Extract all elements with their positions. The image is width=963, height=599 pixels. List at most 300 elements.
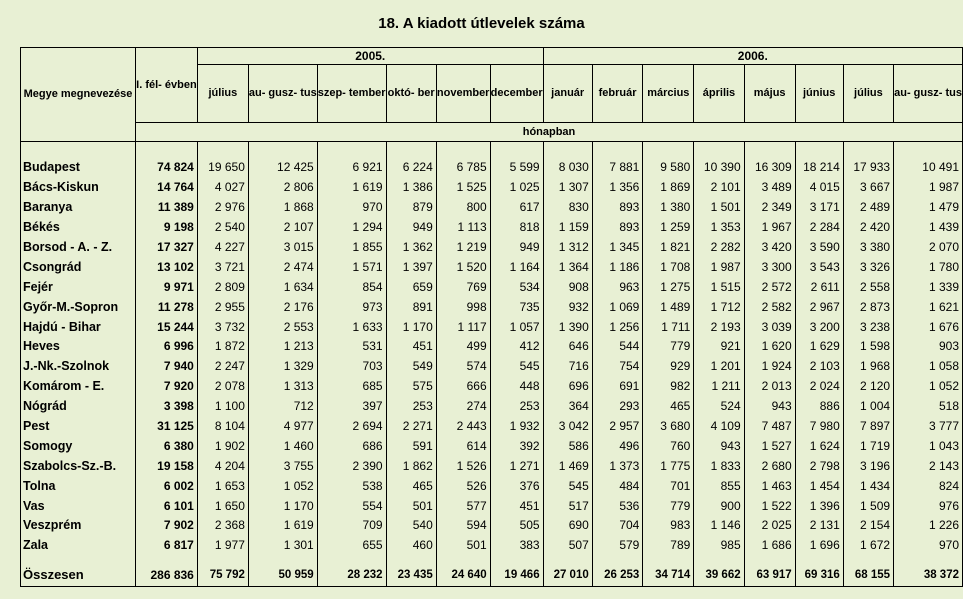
monthly-value: 769 (436, 277, 490, 297)
monthly-value: 943 (694, 436, 744, 456)
monthly-value: 1 520 (436, 257, 490, 277)
monthly-value: 1 201 (694, 357, 744, 377)
monthly-value: 1 100 (197, 397, 248, 417)
half-year-header: I. fél- évben (136, 48, 198, 123)
monthly-value: 824 (894, 476, 963, 496)
monthly-value: 690 (543, 516, 592, 536)
monthly-value: 6 224 (386, 158, 436, 178)
monthly-value: 1 164 (490, 257, 543, 277)
monthly-value: 3 721 (197, 257, 248, 277)
monthly-value: 970 (317, 198, 386, 218)
table-row (21, 198, 963, 218)
half-year-value: 11 278 (136, 297, 198, 317)
monthly-value: 1 977 (197, 536, 248, 556)
half-year-value: 9 971 (136, 277, 198, 297)
monthly-value: 2 107 (248, 218, 317, 238)
monthly-value: 1 004 (843, 397, 893, 417)
monthly-value: 963 (592, 277, 643, 297)
monthly-value: 1 058 (894, 357, 963, 377)
monthly-value: 666 (436, 377, 490, 397)
monthly-value: 2 806 (248, 178, 317, 198)
monthly-value: 2 120 (843, 377, 893, 397)
monthly-value: 3 667 (843, 178, 893, 198)
monthly-value: 2 025 (744, 516, 795, 536)
monthly-value: 545 (490, 357, 543, 377)
monthly-value: 1 469 (543, 456, 592, 476)
monthly-value: 2 154 (843, 516, 893, 536)
monthly-value: 1 219 (436, 238, 490, 258)
monthly-value: 1 386 (386, 178, 436, 198)
monthly-value: 1 057 (490, 317, 543, 337)
monthly-value: 524 (694, 397, 744, 417)
month-header-2006: március (643, 65, 694, 123)
monthly-value: 253 (490, 397, 543, 417)
monthly-value: 1 650 (197, 496, 248, 516)
monthly-value: 1 364 (543, 257, 592, 277)
monthly-value: 517 (543, 496, 592, 516)
monthly-value: 19 466 (490, 565, 543, 587)
monthly-value: 8 104 (197, 417, 248, 437)
monthly-value: 1 629 (795, 337, 843, 357)
monthly-value: 536 (592, 496, 643, 516)
monthly-value: 28 232 (317, 565, 386, 587)
half-year-value: 17 327 (136, 238, 198, 258)
table-row (21, 496, 963, 516)
monthly-value: 1 353 (694, 218, 744, 238)
monthly-value: 855 (694, 476, 744, 496)
monthly-value: 507 (543, 536, 592, 556)
monthly-value: 903 (894, 337, 963, 357)
monthly-value: 2 070 (894, 238, 963, 258)
monthly-value: 1 672 (843, 536, 893, 556)
monthly-value: 879 (386, 198, 436, 218)
county-name: Bács-Kiskun (21, 178, 136, 198)
monthly-value: 575 (386, 377, 436, 397)
monthly-value: 2 611 (795, 277, 843, 297)
monthly-value: 1 902 (197, 436, 248, 456)
monthly-value: 1 439 (894, 218, 963, 238)
monthly-value: 1 313 (248, 377, 317, 397)
monthly-value: 68 155 (843, 565, 893, 587)
half-year-value: 6 817 (136, 536, 198, 556)
monthly-value: 3 200 (795, 317, 843, 337)
monthly-value: 1 275 (643, 277, 694, 297)
monthly-value: 9 580 (643, 158, 694, 178)
monthly-value: 985 (694, 536, 744, 556)
monthly-value: 383 (490, 536, 543, 556)
month-header-2005: november (436, 65, 490, 123)
monthly-value: 364 (543, 397, 592, 417)
monthly-value: 929 (643, 357, 694, 377)
monthly-value: 549 (386, 357, 436, 377)
monthly-value: 1 226 (894, 516, 963, 536)
monthly-value: 703 (317, 357, 386, 377)
monthly-value: 704 (592, 516, 643, 536)
monthly-value: 376 (490, 476, 543, 496)
monthly-value: 1 868 (248, 198, 317, 218)
county-name: Heves (21, 337, 136, 357)
monthly-value: 16 309 (744, 158, 795, 178)
monthly-value: 3 300 (744, 257, 795, 277)
monthly-value: 2 955 (197, 297, 248, 317)
monthly-value: 2 420 (843, 218, 893, 238)
monthly-value: 4 109 (694, 417, 744, 437)
monthly-value: 1 712 (694, 297, 744, 317)
monthly-value: 3 380 (843, 238, 893, 258)
monthly-value: 685 (317, 377, 386, 397)
county-name: Somogy (21, 436, 136, 456)
monthly-value: 3 042 (543, 417, 592, 437)
monthly-value: 854 (317, 277, 386, 297)
table-row (21, 158, 963, 178)
month-header-2006: február (592, 65, 643, 123)
monthly-value: 900 (694, 496, 744, 516)
monthly-value: 2 957 (592, 417, 643, 437)
monthly-value: 586 (543, 436, 592, 456)
monthly-value: 3 590 (795, 238, 843, 258)
monthly-value: 1 259 (643, 218, 694, 238)
monthly-value: 484 (592, 476, 643, 496)
monthly-value: 24 640 (436, 565, 490, 587)
monthly-value: 932 (543, 297, 592, 317)
monthly-value: 2 101 (694, 178, 744, 198)
county-name: Budapest (21, 158, 136, 178)
monthly-value: 4 027 (197, 178, 248, 198)
monthly-value: 412 (490, 337, 543, 357)
monthly-value: 1 256 (592, 317, 643, 337)
monthly-value: 69 316 (795, 565, 843, 587)
monthly-value: 4 977 (248, 417, 317, 437)
county-name: Zala (21, 536, 136, 556)
monthly-value: 982 (643, 377, 694, 397)
monthly-value: 1 170 (248, 496, 317, 516)
monthly-value: 891 (386, 297, 436, 317)
month-header-2005: december (490, 65, 543, 123)
county-header: Megye megnevezése (21, 48, 136, 142)
monthly-value: 2 474 (248, 257, 317, 277)
monthly-value: 1 509 (843, 496, 893, 516)
month-header-2005: július (197, 65, 248, 123)
monthly-value: 1 362 (386, 238, 436, 258)
monthly-value: 2 143 (894, 456, 963, 476)
monthly-value: 1 396 (795, 496, 843, 516)
monthly-value: 12 425 (248, 158, 317, 178)
half-year-value: 11 389 (136, 198, 198, 218)
monthly-value: 1 719 (843, 436, 893, 456)
monthly-value: 2 976 (197, 198, 248, 218)
half-year-value: 14 764 (136, 178, 198, 198)
monthly-value: 1 397 (386, 257, 436, 277)
monthly-value: 1 780 (894, 257, 963, 277)
monthly-value: 1 526 (436, 456, 490, 476)
monthly-value: 392 (490, 436, 543, 456)
county-name: Fejér (21, 277, 136, 297)
half-year-value: 6 380 (136, 436, 198, 456)
monthly-value: 2 368 (197, 516, 248, 536)
monthly-value: 1 633 (317, 317, 386, 337)
monthly-value: 3 238 (843, 317, 893, 337)
monthly-value: 2 271 (386, 417, 436, 437)
table-row (21, 277, 963, 297)
monthly-value: 460 (386, 536, 436, 556)
monthly-value: 2 540 (197, 218, 248, 238)
monthly-value: 499 (436, 337, 490, 357)
month-header-2005: szep- tember (317, 65, 386, 123)
table-row (21, 238, 963, 258)
table-row (21, 397, 963, 417)
monthly-value: 1 052 (894, 377, 963, 397)
month-header-2005: októ- ber (386, 65, 436, 123)
half-year-value: 15 244 (136, 317, 198, 337)
monthly-value: 501 (436, 536, 490, 556)
monthly-value: 574 (436, 357, 490, 377)
monthly-value: 1 146 (694, 516, 744, 536)
monthly-value: 1 872 (197, 337, 248, 357)
monthly-value: 998 (436, 297, 490, 317)
monthly-value: 448 (490, 377, 543, 397)
table-title: 18. A kiadott útlevelek száma (378, 15, 585, 32)
monthly-value: 3 489 (744, 178, 795, 198)
monthly-value: 1 821 (643, 238, 694, 258)
monthly-value: 701 (643, 476, 694, 496)
monthly-value: 3 777 (894, 417, 963, 437)
monthly-value: 1 069 (592, 297, 643, 317)
monthly-value: 253 (386, 397, 436, 417)
monthly-value: 976 (894, 496, 963, 516)
monthly-value: 544 (592, 337, 643, 357)
monthly-value: 1 301 (248, 536, 317, 556)
monthly-value: 1 708 (643, 257, 694, 277)
monthly-value: 3 326 (843, 257, 893, 277)
monthly-value: 7 487 (744, 417, 795, 437)
month-header-2006: július (843, 65, 893, 123)
monthly-value: 1 833 (694, 456, 744, 476)
monthly-value: 4 227 (197, 238, 248, 258)
unit-header: hónapban (136, 123, 963, 142)
monthly-value: 538 (317, 476, 386, 496)
monthly-value: 1 463 (744, 476, 795, 496)
month-header-2006: május (744, 65, 795, 123)
monthly-value: 1 329 (248, 357, 317, 377)
county-name: Komárom - E. (21, 377, 136, 397)
county-name: Összesen (21, 565, 136, 587)
monthly-value: 983 (643, 516, 694, 536)
county-name: Csongrád (21, 257, 136, 277)
monthly-value: 1 186 (592, 257, 643, 277)
table-row (21, 516, 963, 536)
monthly-value: 63 917 (744, 565, 795, 587)
monthly-value: 1 345 (592, 238, 643, 258)
monthly-value: 3 755 (248, 456, 317, 476)
monthly-value: 3 015 (248, 238, 317, 258)
monthly-value: 970 (894, 536, 963, 556)
monthly-value: 655 (317, 536, 386, 556)
monthly-value: 465 (386, 476, 436, 496)
monthly-value: 594 (436, 516, 490, 536)
monthly-value: 2 694 (317, 417, 386, 437)
monthly-value: 2 873 (843, 297, 893, 317)
monthly-value: 2 967 (795, 297, 843, 317)
monthly-value: 1 159 (543, 218, 592, 238)
monthly-value: 1 987 (894, 178, 963, 198)
table-row (21, 317, 963, 337)
monthly-value: 75 792 (197, 565, 248, 587)
monthly-value: 1 862 (386, 456, 436, 476)
monthly-value: 1 775 (643, 456, 694, 476)
month-header-2006: június (795, 65, 843, 123)
monthly-value: 23 435 (386, 565, 436, 587)
monthly-value: 1 380 (643, 198, 694, 218)
monthly-value: 1 621 (894, 297, 963, 317)
monthly-value: 38 372 (894, 565, 963, 587)
half-year-value: 7 920 (136, 377, 198, 397)
monthly-value: 579 (592, 536, 643, 556)
monthly-value: 1 696 (795, 536, 843, 556)
monthly-value: 973 (317, 297, 386, 317)
monthly-value: 2 558 (843, 277, 893, 297)
monthly-value: 949 (490, 238, 543, 258)
monthly-value: 451 (490, 496, 543, 516)
half-year-value: 19 158 (136, 456, 198, 476)
monthly-value: 1 653 (197, 476, 248, 496)
monthly-value: 8 030 (543, 158, 592, 178)
county-name: Pest (21, 417, 136, 437)
monthly-value: 3 039 (744, 317, 795, 337)
monthly-value: 2 680 (744, 456, 795, 476)
month-header-2006: április (694, 65, 744, 123)
monthly-value: 540 (386, 516, 436, 536)
monthly-value: 1 489 (643, 297, 694, 317)
half-year-value: 6 002 (136, 476, 198, 496)
half-year-value: 7 940 (136, 357, 198, 377)
county-name: Baranya (21, 198, 136, 218)
monthly-value: 893 (592, 218, 643, 238)
county-name: Veszprém (21, 516, 136, 536)
month-header-2006: január (543, 65, 592, 123)
monthly-value: 1 676 (894, 317, 963, 337)
monthly-value: 3 732 (197, 317, 248, 337)
monthly-value: 686 (317, 436, 386, 456)
monthly-value: 518 (894, 397, 963, 417)
county-name: Hajdú - Bihar (21, 317, 136, 337)
monthly-value: 39 662 (694, 565, 744, 587)
passport-table (20, 47, 963, 587)
monthly-value: 754 (592, 357, 643, 377)
monthly-value: 501 (386, 496, 436, 516)
monthly-value: 818 (490, 218, 543, 238)
monthly-value: 2 176 (248, 297, 317, 317)
monthly-value: 1 967 (744, 218, 795, 238)
monthly-value: 1 619 (317, 178, 386, 198)
monthly-value: 760 (643, 436, 694, 456)
monthly-value: 789 (643, 536, 694, 556)
month-header-2005: au- gusz- tus (248, 65, 317, 123)
monthly-value: 943 (744, 397, 795, 417)
table-row (21, 377, 963, 397)
county-name: Borsod - A. - Z. (21, 238, 136, 258)
monthly-value: 2 349 (744, 198, 795, 218)
monthly-value: 1 025 (490, 178, 543, 198)
monthly-value: 5 599 (490, 158, 543, 178)
monthly-value: 7 980 (795, 417, 843, 437)
monthly-value: 554 (317, 496, 386, 516)
monthly-value: 1 501 (694, 198, 744, 218)
monthly-value: 1 312 (543, 238, 592, 258)
monthly-value: 1 571 (317, 257, 386, 277)
month-header-2006: au- gusz- tus (894, 65, 963, 123)
monthly-value: 545 (543, 476, 592, 496)
monthly-value: 577 (436, 496, 490, 516)
monthly-value: 531 (317, 337, 386, 357)
monthly-value: 830 (543, 198, 592, 218)
monthly-value: 2 582 (744, 297, 795, 317)
monthly-value: 1 924 (744, 357, 795, 377)
table-row (21, 357, 963, 377)
monthly-value: 1 170 (386, 317, 436, 337)
monthly-value: 1 043 (894, 436, 963, 456)
county-name: Szabolcs-Sz.-B. (21, 456, 136, 476)
monthly-value: 1 527 (744, 436, 795, 456)
monthly-value: 1 213 (248, 337, 317, 357)
monthly-value: 712 (248, 397, 317, 417)
monthly-value: 505 (490, 516, 543, 536)
monthly-value: 591 (386, 436, 436, 456)
monthly-value: 921 (694, 337, 744, 357)
monthly-value: 1 525 (436, 178, 490, 198)
monthly-value: 1 390 (543, 317, 592, 337)
monthly-value: 949 (386, 218, 436, 238)
monthly-value: 3 420 (744, 238, 795, 258)
monthly-value: 3 680 (643, 417, 694, 437)
monthly-value: 1 987 (694, 257, 744, 277)
monthly-value: 1 620 (744, 337, 795, 357)
county-name: Békés (21, 218, 136, 238)
monthly-value: 2 131 (795, 516, 843, 536)
county-name: J.-Nk.-Szolnok (21, 357, 136, 377)
monthly-value: 1 211 (694, 377, 744, 397)
monthly-value: 1 855 (317, 238, 386, 258)
monthly-value: 3 171 (795, 198, 843, 218)
monthly-value: 10 390 (694, 158, 744, 178)
monthly-value: 3 543 (795, 257, 843, 277)
monthly-value: 534 (490, 277, 543, 297)
half-year-value: 9 198 (136, 218, 198, 238)
monthly-value: 696 (543, 377, 592, 397)
monthly-value: 709 (317, 516, 386, 536)
county-name: Vas (21, 496, 136, 516)
monthly-value: 2 247 (197, 357, 248, 377)
table-row (21, 536, 963, 556)
monthly-value: 1 460 (248, 436, 317, 456)
monthly-value: 1 968 (843, 357, 893, 377)
monthly-value: 659 (386, 277, 436, 297)
monthly-value: 1 932 (490, 417, 543, 437)
county-name: Tolna (21, 476, 136, 496)
monthly-value: 2 489 (843, 198, 893, 218)
half-year-value: 286 836 (136, 565, 198, 587)
monthly-value: 2 013 (744, 377, 795, 397)
monthly-value: 2 193 (694, 317, 744, 337)
monthly-value: 1 434 (843, 476, 893, 496)
monthly-value: 2 553 (248, 317, 317, 337)
half-year-value: 74 824 (136, 158, 198, 178)
monthly-value: 465 (643, 397, 694, 417)
half-year-value: 6 101 (136, 496, 198, 516)
table-row (21, 178, 963, 198)
monthly-value: 716 (543, 357, 592, 377)
monthly-value: 2 443 (436, 417, 490, 437)
monthly-value: 3 196 (843, 456, 893, 476)
